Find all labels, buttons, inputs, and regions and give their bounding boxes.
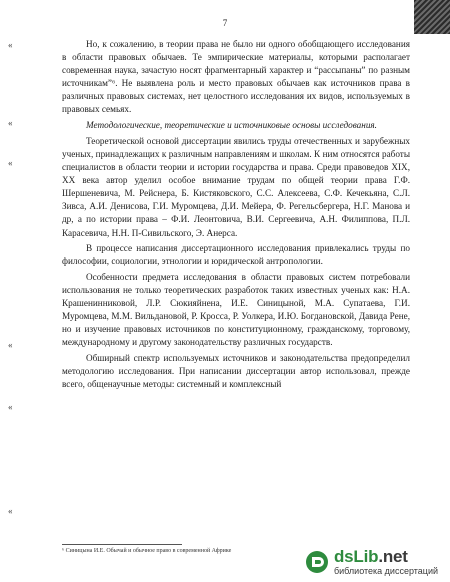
- footnote-divider: [62, 544, 182, 545]
- paragraph: Теоретической основой диссертации явились труды отечественных и зарубежных ученых, принадлежащих к различным направлениям и школам. К ним относятся работы специалистов в области теории и истории государства и права. Среди правоведов XIX, XX века автор уделил особое внимание трудам по общей теории права Г.Ф. Шершеневича, М. Рейснера, Б. Кистяковского, С.С. Алексеева, С.Ф. Кечекьяна, С.Л. Зивса, А.И. Денисова, Г.И. Муромцева, Д.И. Мейера, Ф. Регельсбергера, Н.Г. Манова и др, а по истории права – Ф.И. Леонтовича, В.И. Сергеевича, А.Н. Филиппова, П.Л. Карасевича, Н.Н. П-Сивильского, Э. Анерса.: [62, 135, 410, 238]
- footnote: ⁶ Синицына И.Е. Обычай и обычное право в современной Африке: [62, 548, 232, 554]
- paragraph: Но, к сожалению, в теории права не было ни одного обобщающего исследования в области правовых обычаев. Те эмпирические материалы, которыми располагает современная наука, зачастую носят фрагментарный характер и “рассыпаны” по разным источникам”⁶. Не выявлена роль и место правовых обычаев как источников права в различных правовых системах, нет целостного исследования их видов, используемых в правовых семьях.: [62, 39, 410, 115]
- watermark-text: [334, 548, 438, 576]
- margin-mark: «: [8, 506, 13, 516]
- body-text: [62, 38, 410, 394]
- paragraph: В процессе написания диссертационного исследования привлекались труды по философии, социологии, этнологии и юридической антропологии.: [62, 243, 410, 267]
- scan-edge-artifact: [414, 0, 450, 34]
- margin-mark: «: [8, 402, 13, 412]
- page-number: 7: [222, 18, 228, 28]
- margin-mark: «: [8, 340, 13, 350]
- dslib-logo-icon: [305, 550, 329, 574]
- watermark-name: [334, 548, 438, 565]
- paragraph: Обширный спектр используемых источников и законодательства предопределил методологию исследования. При написании диссертации автор использовал, прежде всего, общенаучные методы: системный и комплексный: [62, 353, 410, 390]
- paragraph: Особенности предмета исследования в области правовых систем потребовали использования не только теоретических разработок таких известных ученых как: Н.А. Крашенинниковой, Л.Р. Сюкияйнена, И.Е. Синицыной, М.А. Супатаева, Г.И. Муромцева, М.М. Вильдановой, Р. Кросса, Р. Уолкера, И.Ю. Богдановской, Давида Рене, но и изучение правовых источников по конституционному, гражданскому, торговому, международному и другому законодательству различных государств.: [62, 271, 410, 348]
- watermark-name-dark: .net: [378, 547, 408, 566]
- watermark-subtitle: библиотека диссертаций: [333, 566, 438, 576]
- watermark-name-green: dsLib: [333, 547, 379, 566]
- margin-mark: «: [8, 118, 13, 128]
- margin-mark: «: [8, 158, 13, 168]
- dslib-watermark[interactable]: [305, 548, 438, 576]
- section-heading: Методологические, теоретические и источниковые основы исследования.: [86, 120, 377, 131]
- margin-mark: «: [8, 40, 13, 50]
